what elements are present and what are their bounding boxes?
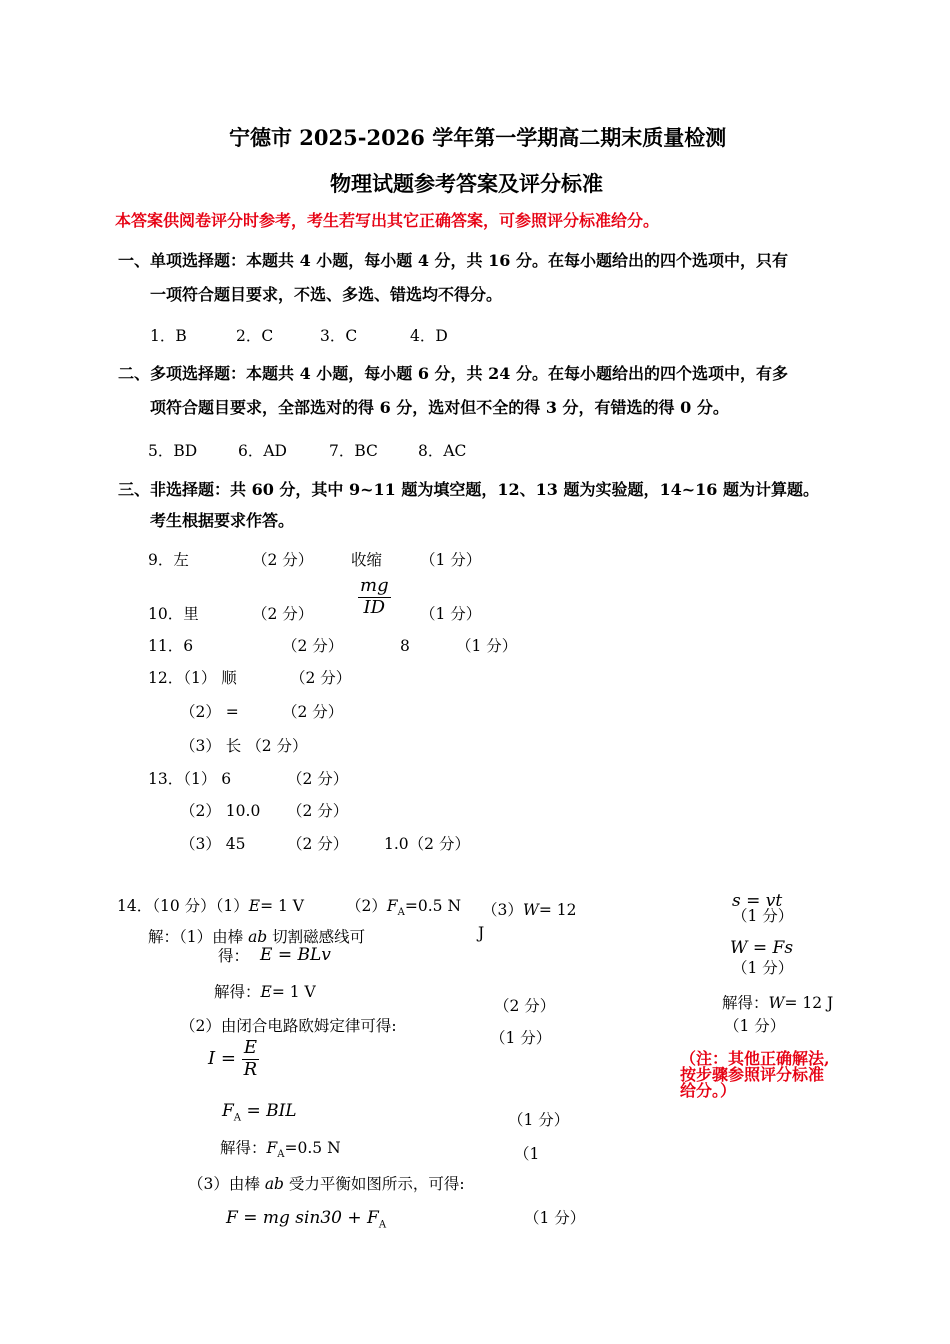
q14-solution-3-a: （3）由棒 xyxy=(188,1175,260,1193)
q14-note-line1: （注：其他正确解法, xyxy=(680,1049,830,1068)
section-3-line1: 三、非选择题：共 60 分，其中 9~11 题为填空题，12、13 题为实验题，14~16 题为计算题。 xyxy=(118,480,819,499)
q9-answer: 9．左 xyxy=(148,551,189,569)
q14-equation-3-rhs: = BIL xyxy=(246,1101,297,1121)
page-subtitle: 物理试题参考答案及评分标准 xyxy=(330,171,603,196)
q14-solution-2: （2）由闭合电路欧姆定律可得: xyxy=(180,1017,397,1035)
q14-header-prefix: 14．（10 分）（1） xyxy=(117,897,249,915)
q14-solution-1: 解：（1）由棒 ab 切割磁感线可 xyxy=(148,928,366,946)
q14-equation-5: s = vt xyxy=(732,891,783,911)
q9-score-1: （2 分） xyxy=(252,551,314,569)
q10-answer: 10．里 xyxy=(148,605,199,623)
q14-equation-2 xyxy=(208,1038,259,1080)
q14-header-work: （3）W= 12 xyxy=(482,901,577,919)
q12-row-3: （3） 长 （2 分） xyxy=(180,737,308,755)
q14-result-2-b: =0.5 N xyxy=(284,1139,341,1157)
q14-result-3: 解得：W= 12 J xyxy=(722,994,834,1012)
q14-equation-2-num: E xyxy=(242,1038,260,1060)
answer-2: 2．C xyxy=(236,327,274,345)
q11-score-1: （2 分） xyxy=(282,637,344,655)
q13-row-3-score: （2 分） xyxy=(287,835,349,853)
section-2-line1: 二、多项选择题：本题共 4 小题，每小题 6 分，共 24 分。在每小题给出的四个选项中，有多 xyxy=(118,364,788,383)
q13-row-2-score: （2 分） xyxy=(287,802,349,820)
q14-header-force: $(2)F_A=0.5$ N xyxy=(346,897,462,919)
q14-score-1a: （1 分） xyxy=(490,1029,552,1047)
section-2-line2: 项符合题目要求，全部选对的得 6 分，选对但不全的得 3 分，有错选的得 0 分。 xyxy=(150,398,729,417)
answer-7: 7．BC xyxy=(329,442,378,460)
q14-solution-3: （3）由棒 ab 受力平衡如图所示，可得: xyxy=(188,1175,465,1193)
q12-row-1: 12．（1） 顺 xyxy=(148,669,237,687)
q14-header: 14．（10 分）（1）E= 1 V xyxy=(117,897,304,915)
q14-result-1-b: = 1 V xyxy=(271,983,316,1001)
q14-equation-2-den: R xyxy=(243,1058,258,1080)
section-1-line2: 一项符合题目要求，不选、多选、错选均不得分。 xyxy=(150,285,503,304)
q14-equation-4: F = mg $\sin 30 + F_A$ xyxy=(226,1208,387,1231)
q9-answer-2: 收缩 xyxy=(351,551,383,569)
q14-score-1d: （1 分） xyxy=(732,907,794,925)
q12-row-2-score: （2 分） xyxy=(282,703,344,721)
q14-note-line2: 按步骤参照评分标准 xyxy=(680,1065,825,1084)
q14-header-part3: （3） xyxy=(482,901,523,919)
q13-row-3: （3） 45 xyxy=(180,835,246,853)
q14-solution-3-b: 受力平衡如图所示，可得: xyxy=(288,1175,465,1193)
q14-equation-3: $F_A$ = BIL xyxy=(222,1101,297,1124)
q14-score-1c: （1 分） xyxy=(524,1209,586,1227)
q14-result-2-a: 解得： xyxy=(220,1139,267,1157)
q14-header-part2: （2） xyxy=(346,897,387,915)
q14-score-2: （2 分） xyxy=(494,997,556,1015)
answer-8: 8．AC xyxy=(418,442,467,460)
answer-6: 6．AD xyxy=(238,442,287,460)
q14-note-line3: 给分。） xyxy=(680,1081,737,1100)
q11-answer-2: 8 xyxy=(400,637,410,655)
q11-answer: 11．6 xyxy=(148,637,194,655)
q10-fraction xyxy=(358,576,391,618)
q12-row-2: （2） = xyxy=(180,703,239,721)
q10-fraction-num: mg xyxy=(360,575,389,596)
q14-solution-1-b: 切割磁感线可 xyxy=(272,928,366,946)
q13-row-1-score: （2 分） xyxy=(287,770,349,788)
answer-4: 4．D xyxy=(410,327,448,345)
page-title: 宁德市 2025-2026 学年第一学期高二期末质量检测 xyxy=(229,125,727,150)
q9-score-2: （1 分） xyxy=(420,551,482,569)
q14-score-partial: （1 xyxy=(514,1145,540,1163)
q14-header-w: = 12 xyxy=(538,901,577,919)
q14-result-3-b: = 12 J xyxy=(784,994,834,1012)
answer-1: 1．B xyxy=(150,327,187,345)
q14-result-1-a: 解得： xyxy=(214,983,261,1001)
q14-result-1: 解得：E= 1 V xyxy=(214,983,316,1001)
q14-result-3-a: 解得： xyxy=(722,994,769,1012)
q13-row-1: 13．（1） 6 xyxy=(148,770,232,788)
answer-5: 5．BD xyxy=(148,442,198,460)
q14-score-1e: （1 分） xyxy=(732,959,794,977)
q10-score-1: （2 分） xyxy=(252,605,314,623)
section-3-line2: 考生根据要求作答。 xyxy=(150,511,295,530)
section-1-line1: 一、单项选择题：本题共 4 小题，每小题 4 分，共 16 分。在每小题给出的四个选项中，只有 xyxy=(118,251,788,270)
q12-row-1-score: （2 分） xyxy=(290,669,352,687)
q14-result-2: 解得：$F_A=0.5$ N xyxy=(220,1139,341,1161)
q10-fraction-den: ID xyxy=(363,596,386,618)
grading-note: 本答案供阅卷评分时参考，考生若写出其它正确答案，可参照评分标准给分。 xyxy=(115,211,660,230)
q14-solution-1-c: 得： xyxy=(218,947,250,965)
q14-header-fa: =0.5 N xyxy=(404,897,462,915)
q14-equation-4-text: F = mg sin30 + F xyxy=(226,1208,379,1228)
q14-score-1f: （1 分） xyxy=(724,1017,786,1035)
q13-row-2: （2） 10.0 xyxy=(180,802,261,820)
q14-equation-6: W = Fs xyxy=(730,938,794,958)
q14-score-1b: （1 分） xyxy=(508,1111,570,1129)
q14-header-e: = 1 V xyxy=(260,897,304,915)
q14-equation-2-lhs: I = xyxy=(208,1047,236,1069)
q14-equation-1: E = BLv xyxy=(260,945,331,965)
q11-score-2: （1 分） xyxy=(456,637,518,655)
answer-3: 3．C xyxy=(320,327,358,345)
q14-header-unit: J xyxy=(478,924,485,942)
q13-row-3-answer-2: 1.0（2 分） xyxy=(384,835,470,853)
q10-score-2: （1 分） xyxy=(420,605,482,623)
q14-solution-1-a: 解：（1）由棒 xyxy=(148,928,244,946)
